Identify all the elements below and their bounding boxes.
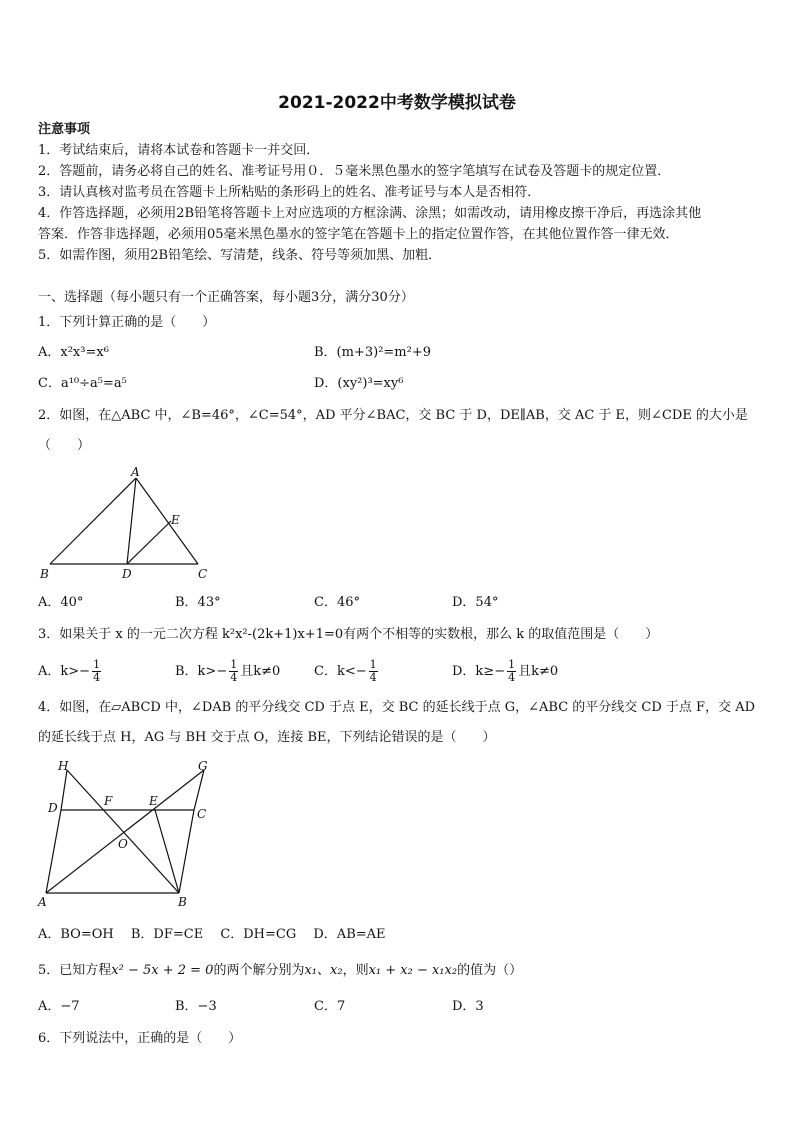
label-B: B [40,567,49,581]
notice-item: 1．考试结束后，请将本试卷和答题卡一并交回． [38,143,320,158]
q5-option-a: A．−7 [38,999,80,1014]
notice-item: 5．如需作图，须用2B铅笔绘、写清楚，线条、符号等须加黑、加粗． [38,248,442,263]
question-5-stem: 5．已知方程x² − 5x + 2 = 0的两个解分别为x₁、x₂，则x₁ + x₂ − x₁x₂的值为（） [38,963,523,978]
label-O: O [118,837,128,851]
label-D: D [48,801,58,815]
triangle-figure [36,466,216,584]
label-D: D [122,567,132,581]
q2-option-b: B．43° [175,595,221,610]
notice-item: 答案．作答非选择题，必须用05毫米黑色墨水的签字笔在答题卡上的指定位置作答，在其他位置作答一律无效． [38,227,679,242]
notice-item: 2．答题前，请务必将自己的姓名、准考证号用０．５毫米黑色墨水的签字笔填写在试卷及答题卡的规定位置． [38,164,671,179]
q3-option-b: B．k>− $\frac{1}{4}$ 且k≠0 [175,658,281,684]
label-E: E [149,794,158,808]
q1-option-c: C．a¹⁰÷a⁵=a⁵ [38,376,127,391]
q3-option-c: C．k<− $\frac{1}{4}$ [314,658,377,684]
question-1-stem: 1．下列计算正确的是（ ） [38,315,216,330]
question-4-stem: 4．如图，在▱ABCD 中，∠DAB 的平分线交 CD 于点 E，交 BC 的延长线于点 G，∠ABC 的平分线交 CD 于点 F，交 AD [38,700,756,715]
label-C: C [197,807,207,821]
fraction: $\frac{1}{4}$ [508,658,516,684]
fraction: $\frac{1}{4}$ [230,658,238,684]
question-2-stem-cont: （ ） [38,438,91,453]
q3-option-a: A．k>− $\frac{1}{4}$ [38,658,101,684]
q2-option-a: A．40° [38,595,84,610]
q5-option-c: C．7 [314,999,346,1014]
question-2-stem: 2．如图，在△ABC 中，∠B=46°，∠C=54°，AD 平分∠BAC，交 BC 于 D，DE∥AB，交 AC 于 E，则∠CDE 的大小是 [38,408,748,423]
fraction: $\frac{1}{4}$ [369,658,377,684]
q5-option-d: D．3 [452,999,484,1014]
notice-item: 3．请认真核对监考员在答题卡上所粘贴的条形码上的姓名、准考证号与本人是否相符． [38,185,541,200]
q1-option-a: A．x²x³=x⁶ [38,345,109,360]
roots: x₁、x₂ [304,963,343,978]
fraction: $\frac{1}{4}$ [93,658,101,684]
q2-option-d: D．54° [452,595,499,610]
label-G: G [198,759,208,773]
q2-option-c: C．46° [314,595,360,610]
notice-heading: 注意事项 [38,122,91,137]
page-title: 2021-2022中考数学模拟试卷 [278,93,516,113]
expression: x₁ + x₂ − x₁x₂ [368,963,458,978]
label-H: H [58,759,69,773]
question-4-stem-cont: 的延长线于点 H，AG 与 BH 交于点 O，连接 BE，下列结论错误的是（ ） [38,730,496,745]
q5-option-b: B．−3 [175,999,217,1014]
q1-option-b: B．(m+3)²=m²+9 [314,345,431,360]
label-C: C [198,567,208,581]
label-F: F [104,794,113,808]
notice-item: 4．作答选择题，必须用2B铅笔将答题卡上对应选项的方框涂满、涂黑；如需改动，请用橡皮擦干净后，再选涂其他 [38,206,702,221]
parallelogram-figure [34,756,219,908]
section-heading: 一、选择题（每小题只有一个正确答案，每小题3分，满分30分） [38,290,414,305]
label-B: B [178,895,187,908]
label-A: A [131,466,140,479]
question-3-stem: 3．如果关于 x 的一元二次方程 k²x²-(2k+1)x+1=0有两个不相等的实数根，那么 k 的取值范围是（ ） [38,627,659,642]
q1-option-d: D．(xy²)³=xy⁶ [314,376,404,391]
label-E: E [171,513,180,527]
label-A: A [38,895,47,908]
equation: x² − 5x + 2 = 0 [111,963,214,978]
q4-options: A．BO=OH B．DF=CE C．DH=CG D．AB=AE [38,927,386,942]
q3-option-d: D．k≥− $\frac{1}{4}$ 且k≠0 [452,658,559,684]
question-6-stem: 6．下列说法中，正确的是（ ） [38,1031,242,1046]
